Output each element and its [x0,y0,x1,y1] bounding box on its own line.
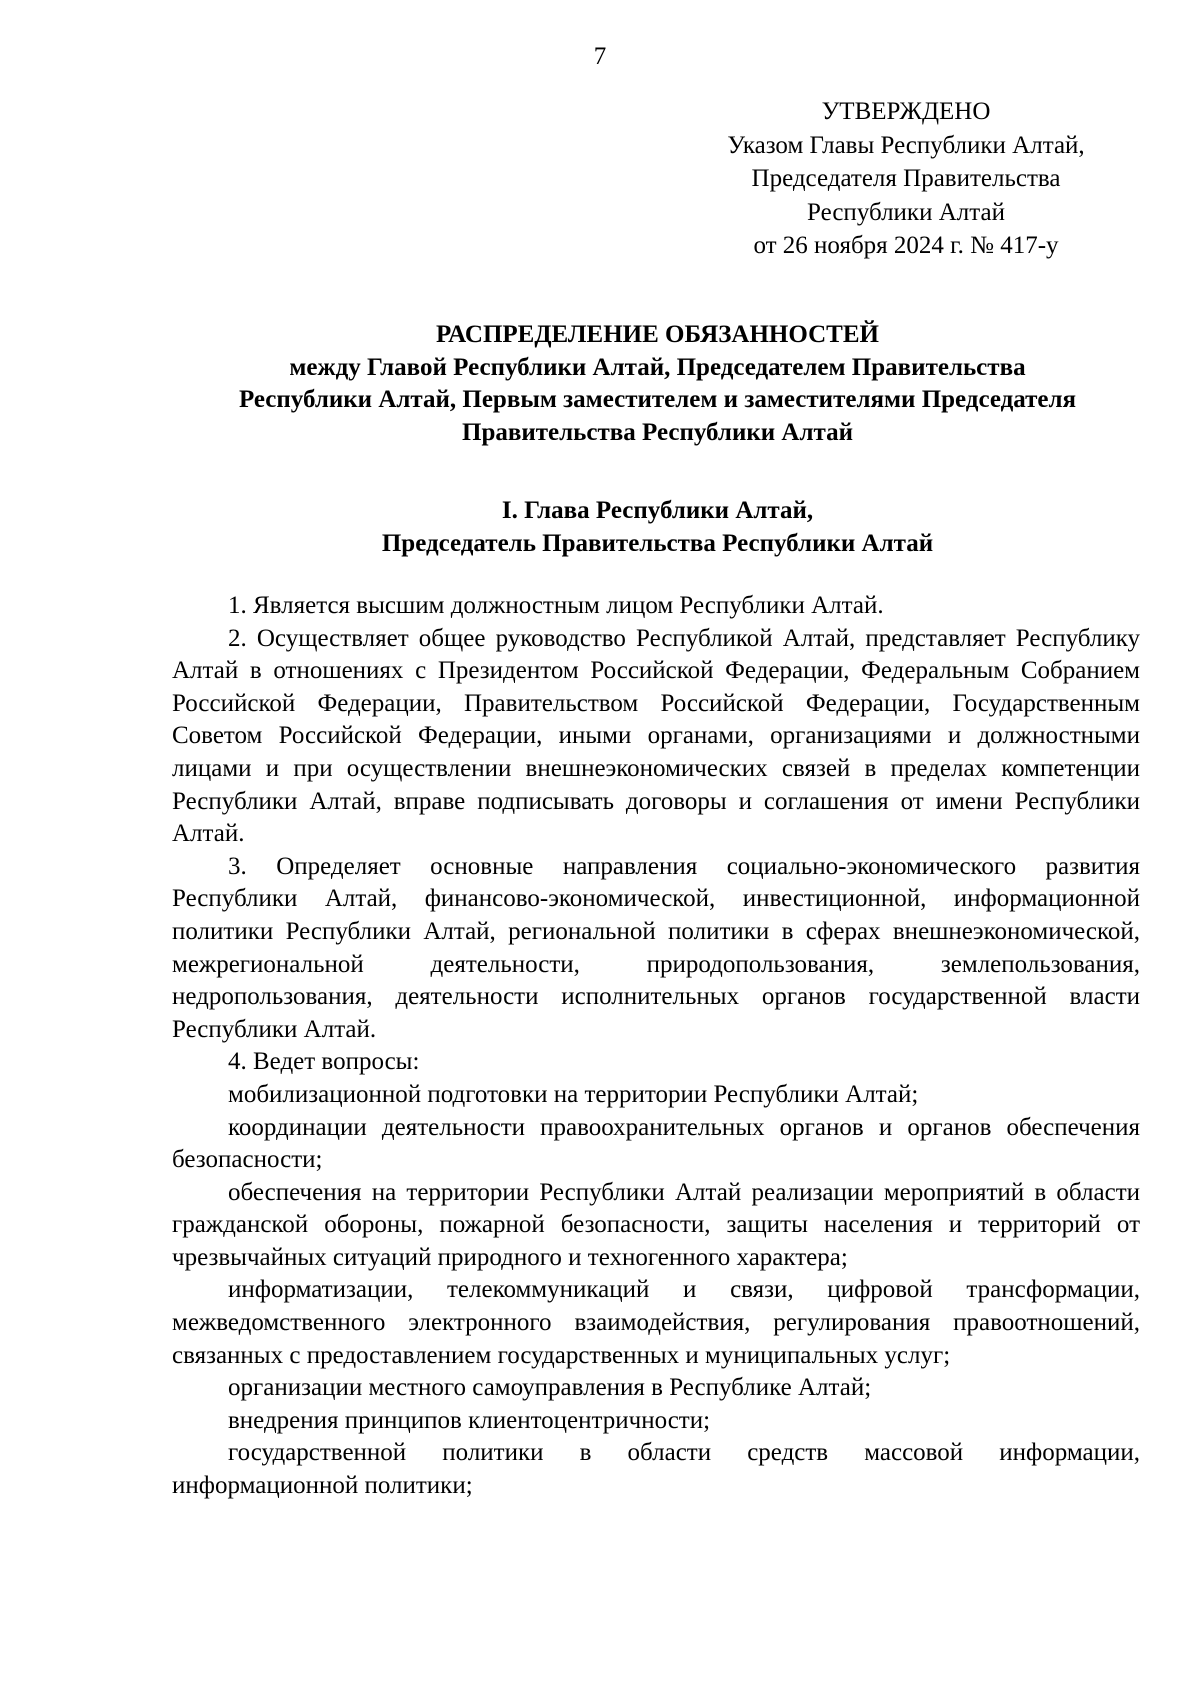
approval-line: Республики Алтай [807,198,1005,226]
paragraph: обеспечения на территории Республики Алтай реализации мероприятий в области гражданской обороны, пожарной безопасности, защиты населения и территорий от чрезвычайных ситуаций природного и техногенного характера; [172,1178,1140,1271]
paragraph: 2. Осуществляет общее руководство Республикой Алтай, представляет Республику Алтай в отношениях с Президентом Российской Федерации, Федеральным Собранием Российской Федерации, Правительством Российской Федерации, Государственным Советом Российской Федерации, иными органами, организациями и должностными лицами и при осуществлении внешнеэкономических связей в пределах компетенции Республики Алтай, вправе подписывать договоры и соглашения от имени Республики Алтай. [172,624,1140,848]
section-heading-line: Председатель Правительства Республики Алтай [381,530,934,557]
approval-line: Указом Главы Республики Алтай, [727,131,1085,159]
paragraph: 3. Определяет основные направления социально-экономического развития Республики Алтай, финансово-экономической, инвестиционной, информационной политики Республики Алтай, региональной политики в сферах внешнеэкономической, межрегиональной деятельности, природопользования, землепользования, недропользования, деятельности исполнительных органов государственной власти Республики Алтай. [172,852,1140,1043]
approval-line: от 26 ноября 2024 г. № 417-у [753,232,1059,259]
paragraph: информатизации, телекоммуникаций и связи, цифровой трансформации, межведомственного электронного взаимодействия, регулирования правоотношений, связанных с предоставлением государственных и муниципальных услуг; [172,1276,1140,1369]
page-number: 7 [593,43,607,70]
paragraph: мобилизационной подготовки на территории Республики Алтай; [228,1080,919,1108]
approval-line: УТВЕРЖДЕНО [821,98,991,125]
section-heading-line: I. Глава Республики Алтай, [501,497,814,524]
paragraph: внедрения принципов клиентоцентричности; [228,1406,711,1434]
paragraph: 4. Ведет вопросы: [228,1048,420,1076]
section-heading [180,494,1135,560]
title-line: Правительства Республики Алтай [462,418,853,446]
title-line: Республики Алтай, Первым заместителем и заместителями Председателя [238,386,1077,413]
document-title [160,319,1155,449]
paragraph: координации деятельности правоохранительных органов и органов обеспечения безопасности; [172,1113,1140,1174]
title-line: РАСПРЕДЕЛЕНИЕ ОБЯЗАННОСТЕЙ [436,321,879,348]
approval-block [680,95,1132,263]
paragraph: 1. Является высшим должностным лицом Республики Алтай. [228,592,884,619]
paragraph: государственной политики в области средств массовой информации, информационной политики; [172,1439,1140,1500]
section-body [172,590,1140,1503]
title-line: между Главой Республики Алтай, Председателем Правительства [289,353,1026,381]
approval-line: Председателя Правительства [751,165,1061,192]
paragraph: организации местного самоуправления в Республике Алтай; [228,1374,872,1402]
